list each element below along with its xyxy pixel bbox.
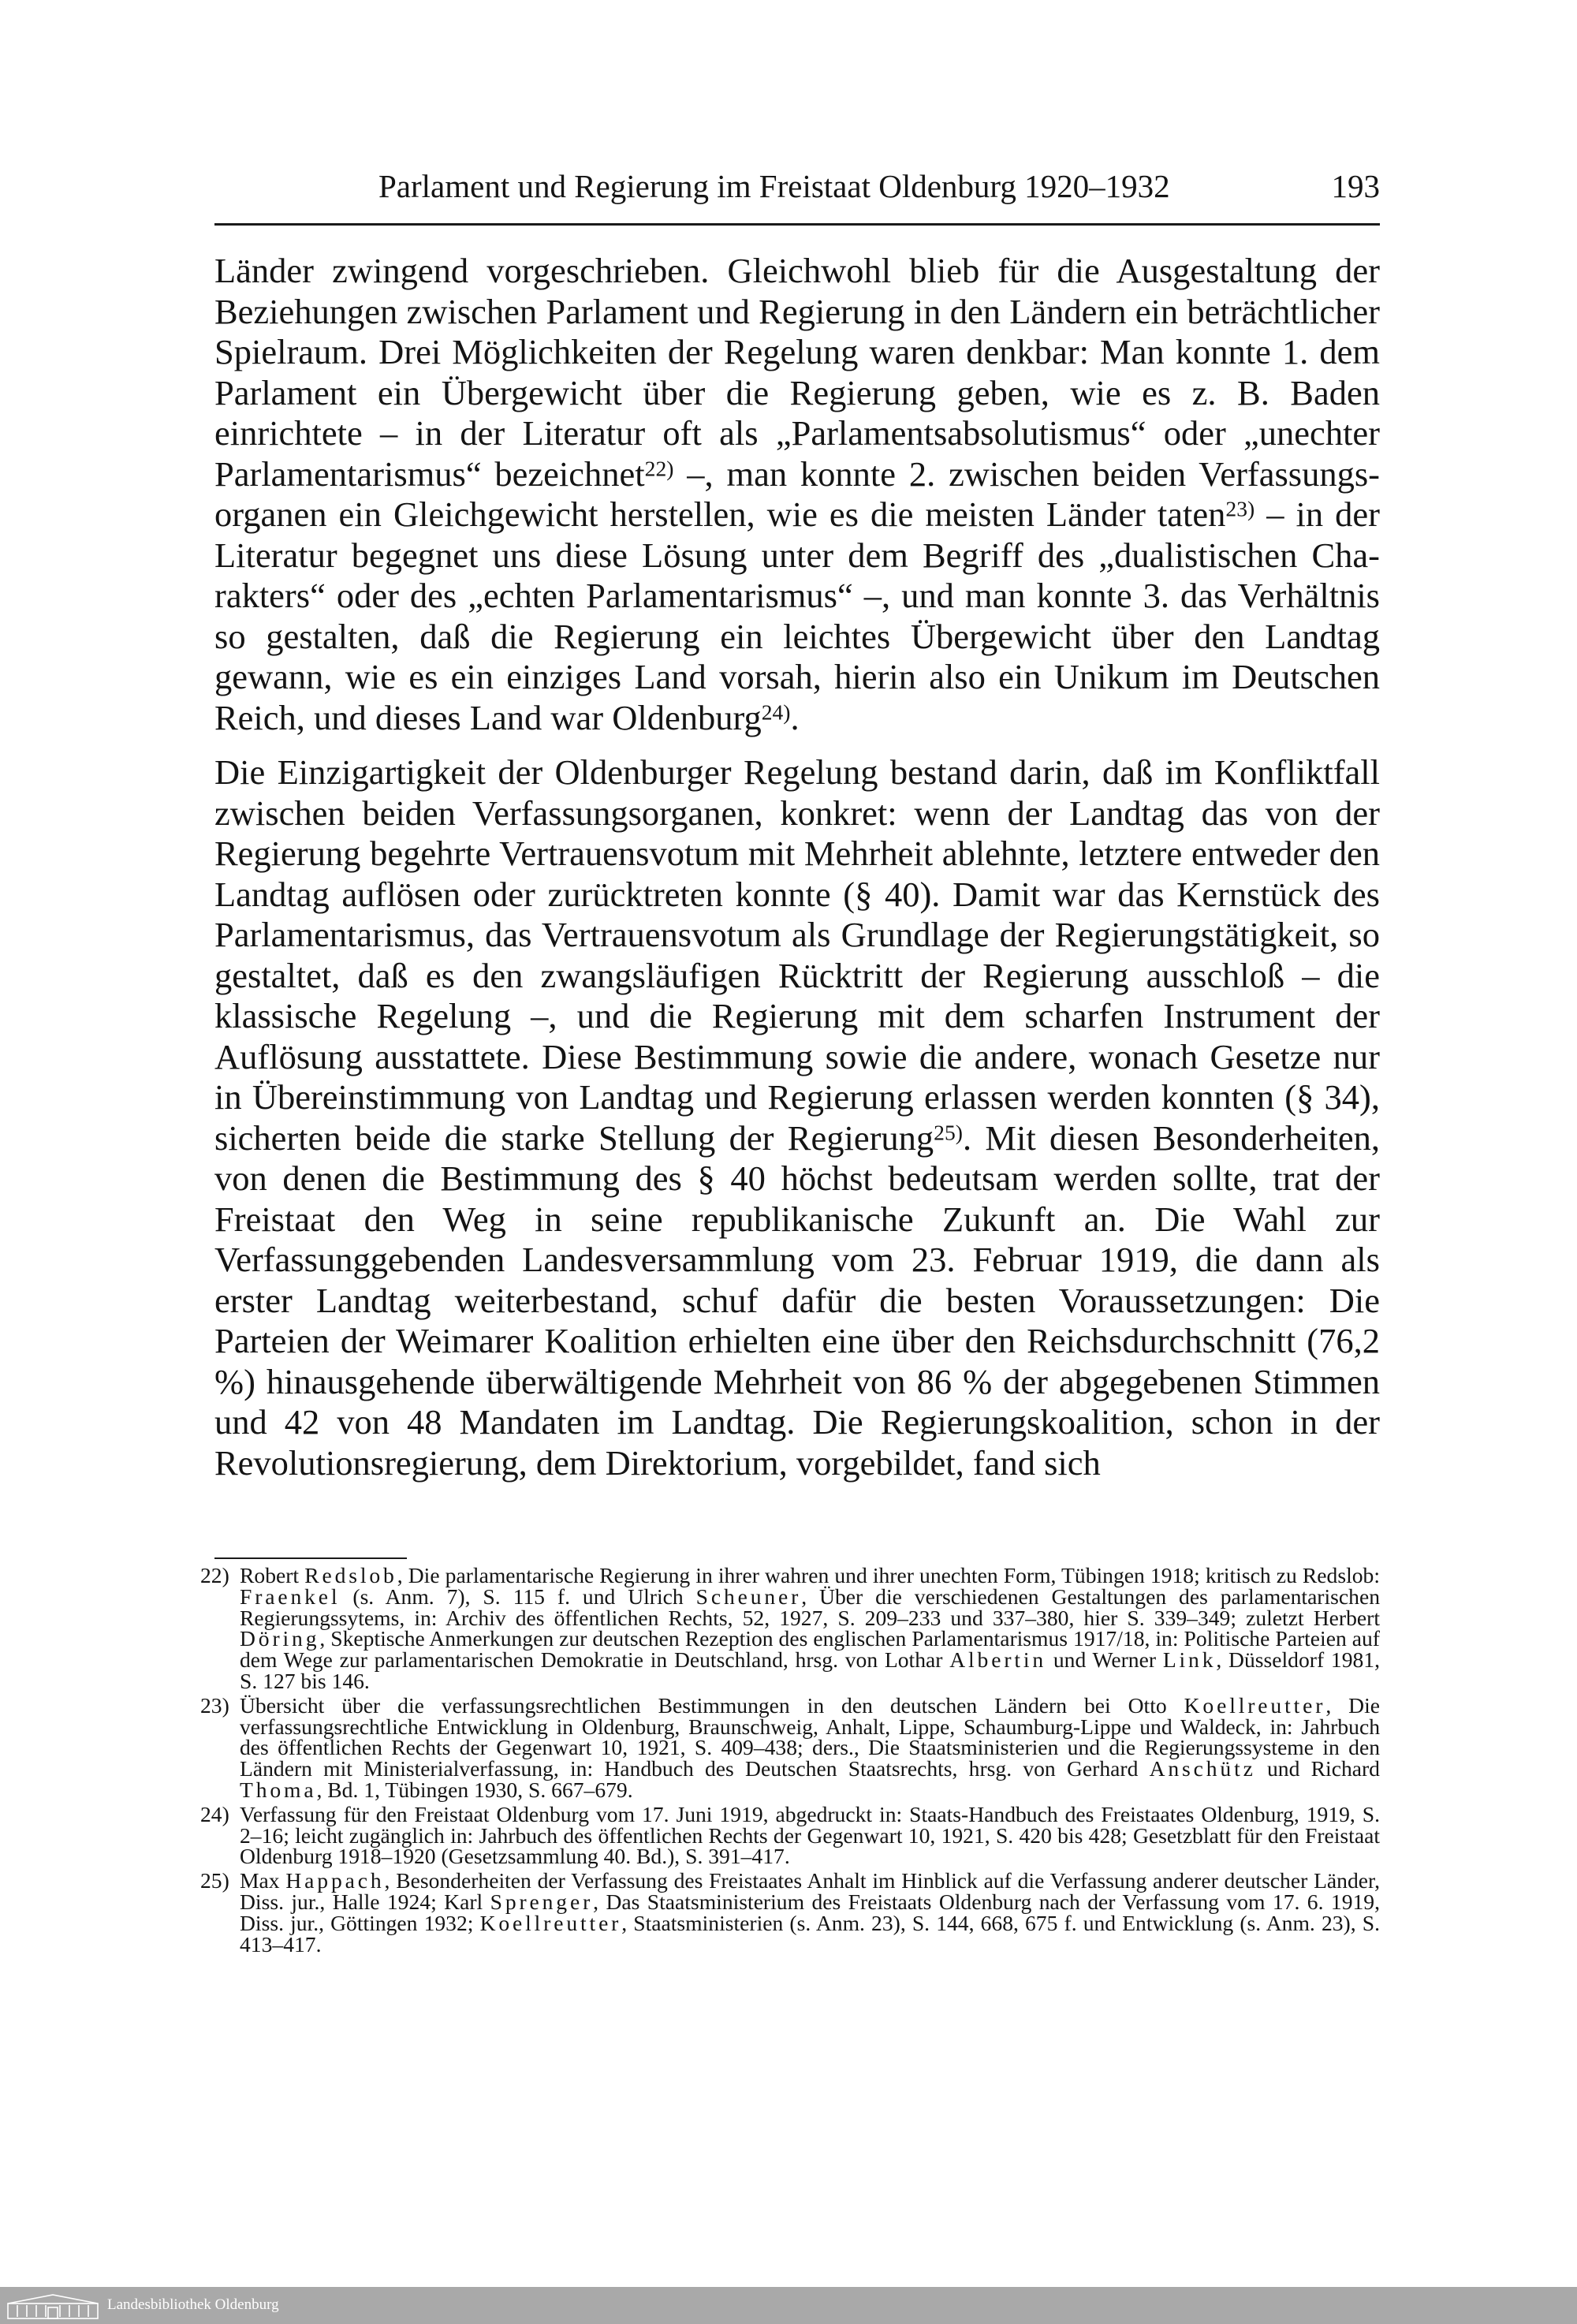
footnote-text-part: Robert bbox=[240, 1563, 305, 1587]
footnote-rule bbox=[214, 1557, 407, 1559]
footnote-25 bbox=[200, 1868, 1381, 1957]
footnote-text bbox=[240, 1801, 1380, 1869]
paragraph-1-part-3: – in der Literatur begegnet uns diese Lösung unter dem Begriff des „dualistischen Charakters“ oder des „echten Parlamentarismus“ –, und man konnte 3. das Verhältnis so gestalten, daß die Regierung ein leichtes Übergewicht über den Landtag gewann, wie es ein einziges Land vorsah, hierin also ein Unikum im Deutschen Reich, und dieses Land war Oldenburg bbox=[214, 494, 1380, 737]
author-name: Fraenkel bbox=[240, 1584, 341, 1609]
footnote-text-part: , Düsseldorf 1981, S. 127 bis 146. bbox=[240, 1647, 1381, 1693]
footnote-text-part: , Das Staatsministerium des Freistaats Oldenburg nach der Verfassung vom 17. 6. 1919, Diss. jur., Göttingen 1932; bbox=[240, 1889, 1380, 1935]
footnote-22 bbox=[200, 1565, 1380, 1692]
footnote-text-part: , Besonderheiten der Verfassung des Freistaates Anhalt im Hinblick auf die Verfassung anderer deutscher Länder, Diss. jur., Halle 1924; Karl bbox=[240, 1868, 1381, 1914]
footnotes bbox=[200, 1565, 1380, 1955]
footnote-number: 22) bbox=[200, 1563, 229, 1587]
footer-bar bbox=[0, 2287, 1577, 2324]
footnote-24 bbox=[200, 1801, 1380, 1869]
running-head-title: Parlament und Regierung im Freistaat Oldenburg 1920–1932 bbox=[378, 168, 1170, 204]
paragraph-1-part-2: –, man konnte 2. zwischen beiden Verfassungsorganen ein Gleichgewicht herstellen, wie es die meisten Länder taten bbox=[214, 453, 1380, 534]
footnote-number: 23) bbox=[200, 1692, 229, 1718]
footnote-ref-25[interactable]: 25) bbox=[934, 1120, 963, 1145]
author-name: Döring bbox=[240, 1626, 320, 1651]
footnote-text-part: Übersicht über die verfassungsrechtlichen Bestimmungen in den deutschen Ländern bei Otto bbox=[240, 1692, 1184, 1718]
paragraph-2-part-2: . Mit diesen Besonderheiten, von denen die Bestimmung des § 40 höchst bedeutsam werden sollte, trat der Freistaat den Weg in seine republikanische Zukunft an. Die Wahl zur Verfassunggebenden Landesversammlung vom 23. Februar 1919, die dann als erster Landtag weiterbestand, schuf dafür die besten Voraussetzungen: Die Parteien der Weimarer Koalition erhielten eine über den Reichsdurchschnitt (76,2 %) hinausgehende überwältigende Mehrheit von 86 % der abgegebenen Stimmen und 42 von 48 Mandaten im Landtag. Die Regierungskoalition, schon in der Revolutionsregierung, dem Direktorium, vorgebildet, fand sich bbox=[214, 1117, 1380, 1483]
author-name: Scheuner bbox=[695, 1584, 802, 1609]
author-name: Albertin bbox=[949, 1647, 1047, 1673]
header-rule bbox=[214, 223, 1380, 226]
footnote-ref-22[interactable]: 22) bbox=[644, 456, 674, 481]
page-number: 193 bbox=[1331, 168, 1380, 204]
paragraph-2 bbox=[214, 752, 1380, 1483]
footnote-number: 24) bbox=[200, 1801, 229, 1826]
library-building-icon bbox=[6, 2292, 99, 2320]
footnote-text bbox=[240, 1692, 1380, 1802]
author-name: Link bbox=[1162, 1647, 1217, 1673]
author-name: Thoma bbox=[240, 1777, 317, 1802]
footnote-text-part: (s. Anm. 7), S. 115 f. und Ulrich bbox=[340, 1584, 696, 1609]
author-name: Sprenger bbox=[490, 1889, 594, 1914]
paragraph-2-part-1: Die Einzigartigkeit der Oldenburger Regelung bestand darin, daß im Konfliktfall zwischen beiden Verfassungsorganen, konkret: wenn der Landtag das von der Regierung begehrte Vertrauensvotum mit Mehrheit ablehnte, letztere entweder den Landtag auflösen oder zurücktreten konnte (§ 40). Damit war das Kernstück des Parlamentarismus, das Vertrauensvotum als Grundlage der Regierungstätigkeit, so gestaltet, daß es den zwangsläufigen Rücktritt der Regierung ausschloß – die klassische Regelung –, und die Regierung mit dem scharfen Instrument der Auflösung ausstattete. Diese Bestimmung sowie die andere, wonach Gesetze nur in Übereinstimmung von Landtag und Regierung erlassen werden konnten (§ 34), sicherten beide die starke Stellung der Regierung bbox=[214, 752, 1380, 1158]
footnote-text-part: und Richard bbox=[1255, 1756, 1380, 1781]
footnote-text-part: , Skeptische Anmerkungen zur deutschen Rezeption des englischen Parlamentarismus 1917/18, in: Politische Parteien auf dem Wege zur parlamentarischen Demokratie in Deutschland, hrsg. von Lothar bbox=[240, 1626, 1380, 1673]
author-name: Anschütz bbox=[1149, 1756, 1256, 1781]
footnote-text bbox=[240, 1565, 1380, 1692]
footnote-text-part: , Staatsministerien (s. Anm. 23), S. 144, 668, 675 f. und Entwicklung (s. Anm. 23), S. 413–417. bbox=[240, 1910, 1380, 1957]
footnote-text-part: , Die verfassungsrechtliche Entwicklung in Oldenburg, Braunschweig, Anhalt, Lippe, Schaumburg-Lippe und Waldeck, in: Jahrbuch des öffentlichen Rechts der Gegenwart 10, 1921, S. 409–438; ders., Die Staatsministerien und die Regierungssysteme in den Ländern mit Ministerialverfassung, in: Handbuch des Deutschen Staatsrechts, hrsg. von Gerhard bbox=[240, 1692, 1380, 1781]
footnote-text-part: , Über die verschiedenen Gestaltungen des parlamentarischen Regierungssytems, in: Archiv des öffentlichen Rechts, 52, 1927, S. 209–233 und 337–380, hier S. 339–349; zuletzt Herbert bbox=[240, 1584, 1380, 1630]
footnote-text-part: , Bd. 1, Tübingen 1930, S. 667–679. bbox=[316, 1777, 633, 1802]
footnote-text bbox=[240, 1868, 1381, 1957]
footnote-text-part: Max bbox=[240, 1868, 286, 1893]
footnote-ref-23[interactable]: 23) bbox=[1225, 496, 1255, 521]
author-name: Koellreutter bbox=[479, 1910, 622, 1935]
footnote-text-part: und Werner bbox=[1046, 1647, 1163, 1673]
paragraph-1 bbox=[214, 251, 1380, 738]
main-text bbox=[214, 251, 1380, 1483]
footnote-text-part: Verfassung für den Freistaat Oldenburg vom 17. Juni 1919, abgedruckt in: Staats-Handbuch des Freistaates Oldenburg, 1919, S. 2–16; leicht zugänglich in: Jahrbuch des öffentlichen Rechts der Gegenwart 10, 1921, S. 420 bis 428; Gesetzblatt für den Freistaat Oldenburg 1918–1920 (Gesetzsammlung 40. Bd.), S. 391–417. bbox=[240, 1801, 1380, 1869]
paragraph-1-part-4: . bbox=[790, 697, 800, 737]
author-name: Happach bbox=[285, 1868, 385, 1893]
footnote-ref-24[interactable]: 24) bbox=[761, 699, 791, 725]
footnote-23 bbox=[200, 1692, 1380, 1802]
footnote-text-part: , Die parlamentarische Regierung in ihrer wahren und ihrer unechten Form, Tübingen 1918; kritisch zu Redslob: bbox=[397, 1563, 1380, 1587]
paragraph-1-part-1: Länder zwingend vorgeschrieben. Gleichwohl blieb für die Ausgestaltung der Beziehungen zwischen Parlament und Regierung in den Ländern ein beträchtlicher Spielraum. Drei Möglichkeiten der Regelung waren denkbar: Man konnte 1. dem Parlament ein Übergewicht über die Regierung geben, wie es z. B. Baden einrichtete – in der Literatur oft als „Parlamentsabsolutismus“ oder „unechter Parlamentarismus“ bezeichnet bbox=[214, 251, 1380, 494]
footer-label: Landesbibliothek Oldenburg bbox=[107, 2296, 279, 2313]
footnote-number: 25) bbox=[200, 1868, 229, 1893]
author-name: Koellreutter bbox=[1184, 1692, 1326, 1718]
author-name: Redslob bbox=[304, 1563, 397, 1587]
